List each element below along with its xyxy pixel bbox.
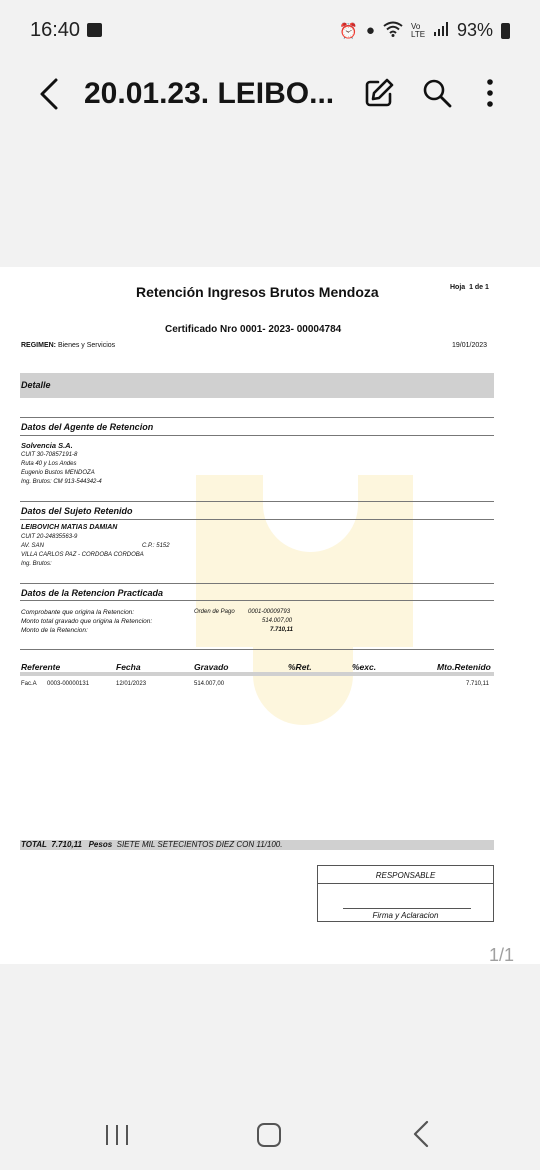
firma-label: Firma y Aclaracion: [372, 911, 439, 920]
retencion-label: Monto total gravado que origina la Retencion:: [21, 618, 153, 625]
signature-box: [317, 865, 494, 922]
agente-heading: Datos del Agente de Retencion: [21, 422, 154, 432]
document-page[interactable]: [0, 267, 540, 964]
sujeto-cp: C.P.: 5152: [142, 543, 170, 549]
location-icon: ●: [365, 22, 375, 39]
search-icon: [420, 76, 454, 110]
status-bar: [0, 0, 540, 60]
edit-button[interactable]: [362, 76, 396, 110]
cell-fecha: 12/01/2023: [116, 681, 147, 687]
retencion-heading: Datos de la Retencion Practicada: [21, 588, 164, 598]
column-header: Fecha: [116, 662, 141, 672]
doc-title: Retención Ingresos Brutos Mendoza: [136, 284, 379, 300]
regimen: REGIMEN: Bienes y Servicios: [21, 342, 116, 349]
more-vertical-icon: [478, 76, 502, 110]
gallery-notification-icon: [87, 23, 102, 37]
retencion-label: Monto de la Retencion:: [21, 627, 88, 634]
document-date: 19/01/2023: [452, 342, 488, 349]
retencion-label: Comprobante que origina la Retencion:: [21, 609, 135, 616]
nav-back-button[interactable]: [410, 1120, 434, 1148]
status-icons: [339, 20, 510, 41]
search-button[interactable]: [420, 76, 454, 110]
agente-name: Solvencia S.A.: [21, 441, 73, 450]
alarm-icon: ⏰: [339, 22, 358, 40]
divider: [20, 583, 494, 584]
agente-line: Eugenio Bustos MENDOZA: [21, 470, 95, 476]
home-button[interactable]: [257, 1123, 281, 1147]
responsable-label: RESPONSABLE: [375, 871, 436, 880]
sujeto-heading: Datos del Sujeto Retenido: [21, 506, 133, 516]
page-counter: 1/1: [488, 945, 514, 965]
divider: [20, 435, 494, 436]
cell-retenido: 7.710,11: [466, 681, 489, 687]
orden-value: 0001-00009793: [248, 609, 291, 615]
monto-total-value: 514.007,00: [262, 618, 293, 624]
orden-label: Orden de Pago: [194, 609, 235, 615]
column-header: %Ret.: [288, 662, 312, 672]
sujeto-address: AV. SAN: [21, 543, 44, 549]
sujeto-cuit: CUIT 20-24835563-9: [21, 534, 78, 540]
agente-line: Ing. Brutos: CM 913-544342-4: [21, 479, 102, 485]
divider: [20, 600, 494, 601]
battery-icon: [501, 23, 510, 39]
divider: [20, 417, 494, 418]
signal-icon: [433, 21, 449, 41]
chevron-left-icon: [38, 77, 60, 111]
volte-indicator: Vo LTE: [410, 21, 426, 39]
status-time: 16:40: [30, 19, 81, 41]
sujeto-city: VILLA CARLOS PAZ - CORDOBA CORDOBA: [21, 552, 144, 558]
column-header: %exc.: [352, 662, 377, 672]
page-label: Hoja 1 de 1: [450, 284, 489, 291]
detalle-heading: Detalle: [21, 380, 51, 390]
certificate-number: Certificado Nro 0001- 2023- 00004784: [165, 324, 342, 335]
navigation-bar: [0, 1090, 540, 1170]
divider: [20, 519, 494, 520]
monto-retencion-value: 7.710,11: [270, 627, 293, 633]
chevron-left-icon: [410, 1120, 434, 1148]
sujeto-ingresos: Ing. Brutos:: [21, 561, 52, 567]
detalle-bar: [20, 373, 494, 398]
more-options-button[interactable]: [478, 76, 502, 110]
app-bar: [0, 60, 540, 132]
recent-apps-button[interactable]: [106, 1125, 130, 1145]
back-button[interactable]: [32, 74, 72, 114]
edit-icon: [362, 76, 396, 110]
divider: [20, 649, 494, 650]
wifi-icon: [383, 21, 403, 41]
cell-tipo: Fac.A: [21, 681, 37, 687]
column-header: Gravado: [194, 662, 229, 672]
agente-line: Ruta 40 y Los Andes: [21, 461, 77, 467]
total-line: TOTAL 7.710,11 Pesos SIETE MIL SETECIENTOS DIEZ CON 11/100.: [21, 840, 283, 849]
agente-line: CUIT 30-70857191-8: [21, 452, 78, 458]
cell-numero: 0003-00000131: [47, 681, 90, 687]
battery-percent: 93%: [456, 20, 493, 40]
document-title: 20.01.23. LEIBO...: [84, 77, 335, 110]
column-header: Referente: [21, 662, 61, 672]
cell-gravado: 514.007,00: [194, 681, 225, 687]
sujeto-name: LEIBOVICH MATIAS DAMIAN: [21, 524, 118, 531]
table-header-underline: [20, 672, 494, 676]
divider: [20, 501, 494, 502]
column-header: Mto.Retenido: [437, 662, 491, 672]
